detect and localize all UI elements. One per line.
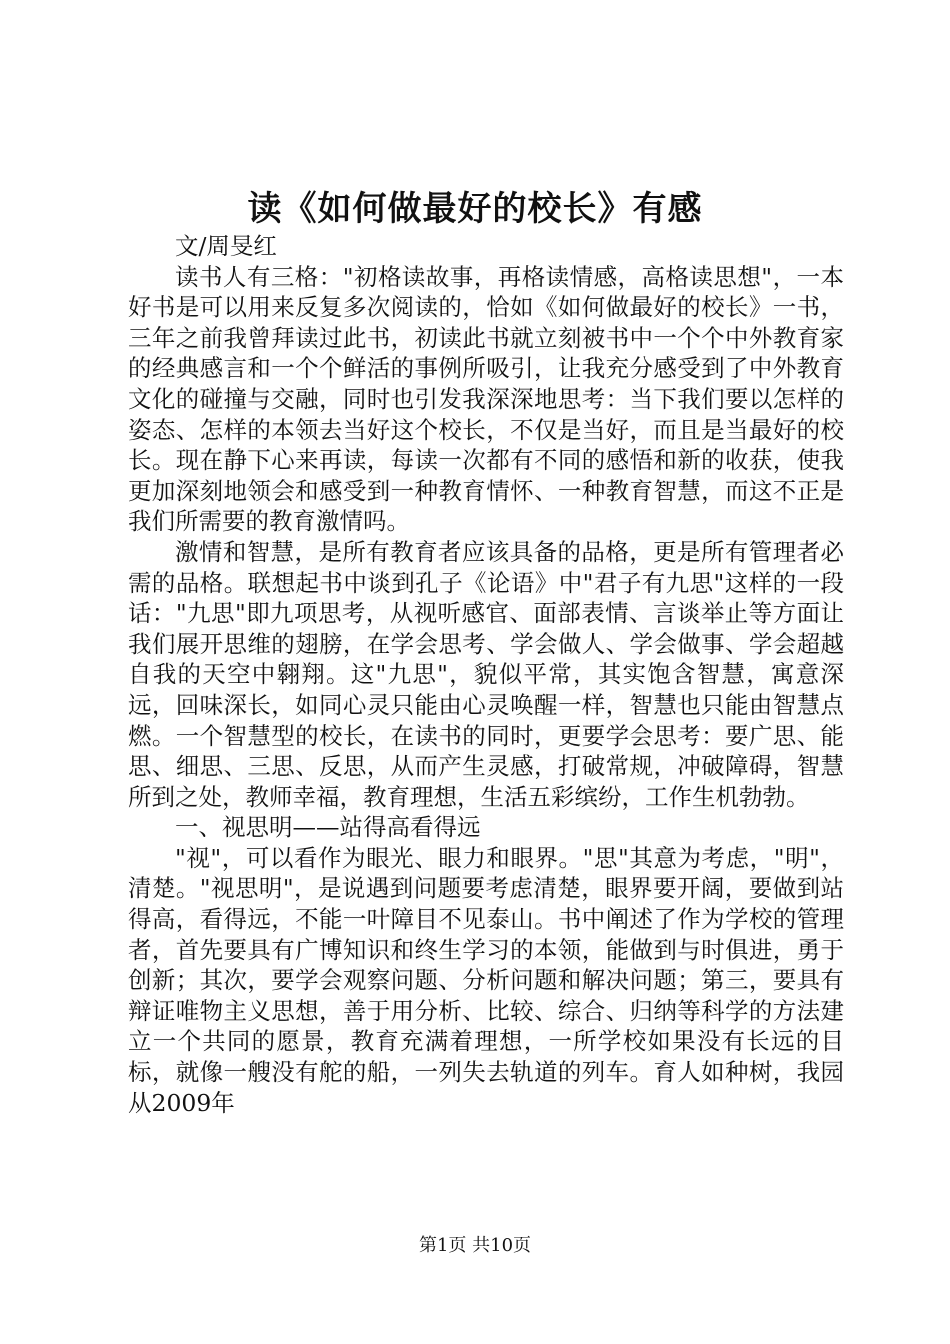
paragraph: 读书人有三格："初格读故事，再格读情感，高格读思想"，一本好书是可以用来反复多次阅读的，恰如《如何做最好的校长》一书，三年之前我曾拜读过此书，初读此书就立刻被书中一个个中外教育家的经典感言和一个个鲜活的事例所吸引，让我充分感受到了中外教育文化的碰撞与交融，同时也引发我深深地思考：当下我们要以怎样的姿态、怎样的本领去当好这个校长，不仅是当好，而且是当最好的校长。现在静下心来再读，每读一次都有不同的感悟和新的收获，使我更加深刻地领会和感受到一种教育情怀、一种教育智慧，而这不正是我们所需要的教育激情吗。 [128, 262, 844, 536]
author-line: 文/周旻红 [175, 232, 277, 260]
document-body [128, 231, 844, 1118]
page-footer: 第1页 共10页 [418, 1235, 532, 1256]
section-heading: 一、视思明——站得高看得远 [175, 813, 481, 842]
paragraph: "视"，可以看作为眼光、眼力和眼界。"思"其意为考虑，"明"，清楚。"视思明"，是说遇到问题要考虑清楚，眼界要开阔，要做到站得高，看得远，不能一叶障目不见泰山。书中阐述了作为学校的管理者，首先要具有广博知识和终生学习的本领，能做到与时俱进，勇于创新；其次，要学会观察问题、分析问题和解决问题；第三，要具有辩证唯物主义思想，善于用分析、比较、综合、归纳等科学的方法建立一个共同的愿景，教育充满着理想，一所学校如果没有长远的目标，就像一艘没有舵的船，一列失去轨道的列车。育人如种树，我园从2009年 [128, 843, 844, 1117]
document-title: 读《如何做最好的校长》有感 [247, 189, 703, 229]
paragraph: 激情和智慧，是所有教育者应该具备的品格，更是所有管理者必需的品格。联想起书中谈到孔子《论语》中"君子有九思"这样的一段话："九思"即九项思考，从视听感官、面部表情、言谈举止等方面让我们展开思维的翅膀，在学会思考、学会做人、学会做事、学会超越自我的天空中翱翔。这"九思"，貌似平常，其实饱含智慧，寓意深远，回味深长，如同心灵只能由心灵唤醒一样，智慧也只能由智慧点燃。一个智慧型的校长，在读书的同时，更要学会思考：要广思、能思、细思、三思、反思，从而产生灵感，打破常规，冲破障碍，智慧所到之处，教师幸福，教育理想，生活五彩缤纷，工作生机勃勃。 [128, 537, 844, 811]
